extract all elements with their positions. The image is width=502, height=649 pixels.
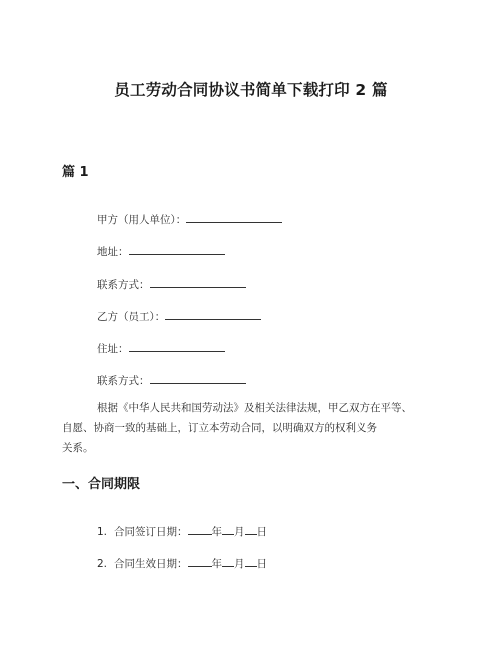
day-blank	[245, 523, 257, 535]
intro-line-1: 根据《中华人民共和国劳动法》及相关法律法规，甲乙双方在平等、	[97, 402, 412, 414]
section-heading-1: 篇 1	[62, 165, 89, 180]
intro-line-2: 自愿、协商一致的基础上，订立本劳动合同，以明确双方的权利义务	[62, 422, 377, 434]
intro-paragraph	[62, 398, 452, 458]
field-label: 甲方（用人单位）：	[97, 214, 187, 226]
list-label: 合同生效日期：	[114, 558, 188, 570]
field-label: 住址：	[97, 343, 129, 355]
list-number: 1.	[97, 526, 108, 538]
list-label: 合同签订日期：	[114, 526, 188, 538]
field-address-a	[97, 243, 225, 259]
fill-blank	[129, 340, 225, 352]
month-blank	[222, 523, 234, 535]
fill-blank	[150, 276, 246, 288]
field-label: 联系方式：	[97, 375, 150, 387]
intro-line-3: 关系。	[62, 442, 94, 454]
year-label: 年	[211, 558, 222, 570]
field-party-b	[97, 308, 261, 324]
day-label: 日	[256, 558, 267, 570]
field-party-a	[97, 211, 282, 227]
list-number: 2.	[97, 558, 108, 570]
fill-blank	[186, 211, 282, 223]
day-blank	[245, 555, 257, 567]
field-contact-a	[97, 276, 246, 292]
month-label: 月	[234, 558, 245, 570]
field-label: 乙方（员工）：	[97, 311, 166, 323]
list-item-effective-date	[97, 555, 267, 571]
year-blank	[188, 523, 212, 535]
document-title: 员工劳动合同协议书简单下载打印 2 篇	[114, 81, 388, 99]
field-contact-b	[97, 372, 246, 388]
fill-blank	[150, 372, 246, 384]
list-item-sign-date	[97, 523, 267, 539]
chapter-heading-term: 一、合同期限	[62, 477, 141, 492]
field-label: 地址：	[97, 246, 129, 258]
year-label: 年	[211, 526, 222, 538]
month-blank	[222, 555, 234, 567]
month-label: 月	[234, 526, 245, 538]
day-label: 日	[256, 526, 267, 538]
field-label: 联系方式：	[97, 279, 150, 291]
year-blank	[188, 555, 212, 567]
fill-blank	[129, 243, 225, 255]
fill-blank	[165, 308, 261, 320]
field-address-b	[97, 340, 225, 356]
